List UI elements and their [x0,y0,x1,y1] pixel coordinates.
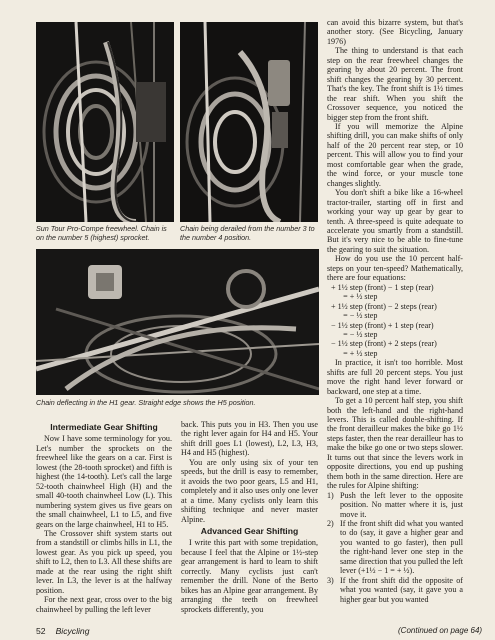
photo-chain-deflecting [36,249,319,395]
paragraph: In practice, it isn't too horrible. Most shifts are full 20 percent steps. You just move the right hand lever forward or backward, one step at a time. [327,358,463,396]
left-column [36,420,172,614]
rule-number: 3) [327,575,334,585]
equation-line: = + ½ step [331,292,378,302]
caption-photo-freewheel: Sun Tour Pro-Compe freewheel. Chain is on the number 5 (highest) sprocket. [36,224,167,242]
paragraph: The Crossover shift system starts out from a standstill or climbs hills in L1, the lowest gear. As you pick up speed, you shift to L2, then to L3. All these shifts are made at the rear using the right shift lever. In L3, the lever is at the halfway position. [36,528,172,595]
rule-number: 2) [327,519,334,529]
photo-freewheel [36,22,174,222]
paragraph: How do you use the 10 percent half-steps on your ten-speed? Mathematically, there are four equations: [327,254,463,283]
equation-line: = − ½ step [331,329,378,339]
rule-text: If the front shift did the opposite of what you wanted (say, it gave you a higher gear but you wanted [340,575,463,604]
list-item [327,491,463,519]
paragraph: If you will memorize the Alpine shifting drill, you can make shifts of only half of the 20 percent rear step, or 10 percent. This will allow you to find your most comfortable gear when the grade, the wind force, or your muscle tone changes slightly. [327,121,463,188]
rule-number: 1) [327,490,334,500]
heading-intermediate-gear-shifting: Intermediate Gear Shifting [50,422,158,432]
middle-column [181,420,318,614]
paragraph: back. This puts you in H3. Then you use the right lever again for H4 and H5. Your shift drill goes L1 (lowest), L2, L3, H3, H4 and H5 (highest). [181,420,318,458]
alpine-rules-list [327,491,463,604]
equation-line: = − ½ step [331,311,378,321]
list-item [327,519,463,576]
paragraph: For the next gear, cross over to the big chainwheel by pulling the left lever [36,595,172,614]
magazine-name: Bicycling [55,626,90,636]
paragraph: You don't shift a bike like a 16-wheel tractor-trailer, starting off in first and working your way up gear by gear to tenth. A three-speed is quite adequate to accelerate you smartly from a standstill. But it's very nice to be able to fine-tune the gearing to suit the situation. [327,188,463,254]
paragraph: Now I have some terminology for you. Let's number the sprockets on the freewheel like the gears on a car. First is lowest (the 28-tooth sprocket) and fifth is highest (the 14-tooth). Let's call the large 52-tooth chainwheel High (H) and the small 40-tooth chainwheel Low (L). This numbering system gives us five gears on the small chainwheel, L1 to L5, and five gears on the large chainwheel, H1 to H5. [36,434,172,529]
continued-on-page[interactable]: (Continued on page 64) [398,626,483,635]
equation-line: + 1½ step (front) − 2 steps (rear) [331,301,437,311]
rule-text: If the front shift did what you wanted to do (say, it gave a higher gear and you wanted to go faster), then pull the right-hand lever one step in the same direction that you pulled the left lever (+1½ − 1 = + ½). [340,519,463,576]
rule-text: Push the left lever to the opposite position. No matter where it is, just move it. [340,490,463,519]
photo-derailleur [180,22,318,222]
paragraph: You are only using six of your ten speeds, but the drill is easy to remember, it avoids the two poor gears, L5 and H1, completely and it also uses only one lever at a time. Many cyclists only learn this shifting technique and never master Alpine. [181,457,318,524]
page-footer [36,626,89,636]
caption-photo-chain-deflecting: Chain deflecting in the H1 gear. Straight edge shows the H5 position. [36,398,256,407]
heading-advanced-gear-shifting: Advanced Gear Shifting [200,525,299,536]
equation-line: − 1½ step (front) + 2 steps (rear) [331,339,437,349]
paragraph: To get a 10 percent half step, you shift both the left-hand and the right-hand levers. This is called double-shifting. If the front derailleur makes the bike go 1½ steps faster, then the rear derailleur has to make the bike go one or two steps slower. It turns out that since the levers work in opposite directions, you end up pushing them both in the same direction. Here are the rules for Alpine shifting: [327,396,463,491]
equations-block [327,283,463,359]
paragraph: The thing to understand is that each step on the rear freewheel changes the gearing by about 20 percent. The front shift changes the gearing by 30 percent. That's the key. The front shift is 1½ times the rear shift. When you shift the Crossover sequence, you noticed the bigger step from the front shift. [327,46,463,122]
list-item [327,576,463,604]
page-number: 52 [36,626,46,636]
paragraph: I write this part with some trepidation, because I feel that the Alpine or 1½-step gear arrangement is hard to learn to shift correctly. Many cyclists just can't remember the drill. None of the Berto bikes has an Alpine gear arrangement. By arranging the teeth on freewheel sprockets differently, you [181,538,318,614]
right-column [327,18,463,604]
paragraph: can avoid this bizarre system, but that's another story. (See Bicycling, January 1976) [327,18,463,46]
equation-line: = + ½ step [331,348,378,358]
caption-photo-derailleur: Chain being derailed from the number 3 to the number 4 position. [180,224,315,242]
equation-line: − 1½ step (front) + 1 step (rear) [331,320,434,330]
equation-line: + 1½ step (front) − 1 step (rear) [331,282,434,292]
